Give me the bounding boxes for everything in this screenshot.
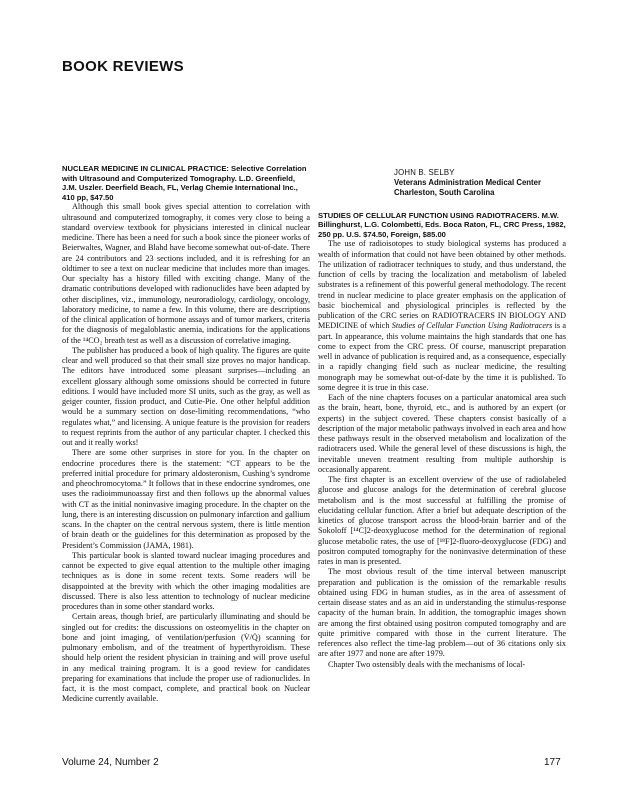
review-paragraph: Certain areas, though brief, are particularly illuminating and should be singled out for credits: the discussions on osteomyelitis in the chapter on bone and joint imaging, of ventilation/perfusion (V̇/Q̇) scanning for pulmonary embolism, and of the treatment of hyperthyroidism. These should help orient the resident physician in training and will prove useful in any medical training program. It is a good review for candidates preparing for examinations that include the proper use of radionuclides. In fact, it is the most compact, complete, and practical book on Nuclear Medicine currently available. [62, 612, 310, 704]
review-heading: STUDIES OF CELLULAR FUNCTION USING RADIOTRACERS. M.W. Billinghurst, L.G. Colombetti, Eds. Boca Raton, FL, CRC Press, 1982, 250 pp. U.S. $74.50, Foreign, $85.00 [318, 210, 566, 239]
reviewer-location: Charleston, South Carolina [394, 188, 495, 198]
book-title-italic: Studies of Cellular Function Using Radiotracers [391, 321, 553, 331]
reviewer-name: JOHN B. SELBY [394, 168, 455, 177]
review-paragraph: Each of the nine chapters focuses on a particular anatomical area such as the brain, heart, bone, thyroid, etc., and is authored by an expert (or experts) in the subject covered. These chapters consist basically of a description of the major metabolic pathways involved in each area and how these pathways result in the observed metabolism and localization of the radiotracers used. While the general level of these discussions is high, the inevitable uneven treatment resulting from multiple authorship is occasionally apparent. [318, 393, 566, 474]
footer-volume: Volume 24, Number 2 [62, 757, 159, 768]
right-column [318, 164, 566, 670]
text-run: The use of radioisotopes to study biological systems has produced a wealth of information that could not have been obtained by other methods. The utilization of radiotracer techniques to study, and thus understand, the function of cells by tracing the localization and metabolism of labeled substrates is a refinement of this powerful general methodology. The recent trend in nuclear medicine to place greater emphasis on the application of basic biochemical and physiological principles is reflected by the publication of the CRC series on RADIOTRACERS IN BIOLOGY AND MEDICINE of which [318, 239, 566, 331]
left-column [62, 164, 310, 705]
review-paragraph: The first chapter is an excellent overview of the use of radiolabeled glucose and glucose analogs for the determination of cerebral glucose metabolism and is the most successful at fulfilling the promise of elucidating cellular function. After a brief but adequate description of the kinetics of glucose transport across the blood-brain barrier and of the Sokoloff [¹⁴C]2-deoxyglucose method for the determination of regional glucose metabolic rates, the use of [¹⁸F]2-fluoro-deoxyglucose (FDG) and positron computed tomography for the noninvasive determination of these rates in man is presented. [318, 475, 566, 567]
review-paragraph: Although this small book gives special attention to correlation with ultrasound and computerized tomography, it comes very close to being a standard overview textbook for physicians interested in clinical nuclear medicine. There has been a need for such a book since the pioneer works of Beierwaltes, Wagner, and Blahd have become somewhat out-of-date. There are 24 contributors and 23 sections included, and it is refreshing for an oldtimer to see a text on nuclear medicine that includes more than images. Our specialty has a history filled with exciting change. Many of the dramatic contributions developed with radionuclides have been adapted by other disciplines, viz., immunology, neuroradiology, cardiology, oncology, laboratory medicine, to name a few. In this volume, there are descriptions of the clinical application of hormone assays and of tumor markers, criteria for the diagnosis of megaloblastic anemia, indications for the applications of the ¹⁴CO₂ breath test as well as a discussion of correlative imaging. [62, 202, 310, 345]
review-paragraph: There are some other surprises in store for you. In the chapter on endocrine procedures there is the statement: “CT appears to be the preferred initial procedure for primary aldosteronism, Cushing’s syndrome and pheochromocytoma.” It follows that in these endocrine syndromes, one uses the radioimmunoassay first and then follows up the abnormal values with CT as the initial noninvasive imaging procedure. In the chapter on the lung, there is an interesting discussion on pulmonary infarction and gallium scans. In the chapter on the central nervous system, there is little mention of brain death or the guidelines for this determination as proposed by the President’s Commission (JAMA, 1981). [62, 448, 310, 550]
review-paragraph: Chapter Two ostensibly deals with the mechanisms of local- [328, 659, 526, 669]
section-title: BOOK REVIEWS [62, 58, 184, 75]
review-paragraph [318, 239, 566, 393]
text-run: is a part. In appearance, this volume maintains the high standards that one has come to expect from the CRC press. Of course, manuscript preparation well in advance of publication is required and, as a consequence, especially in a rapidly changing field such as nuclear medicine, the resulting monograph may be somewhat out-of-date by the time it is published. To some degree it is true in this case. [318, 321, 566, 392]
review-paragraph: The most obvious result of the time interval between manuscript preparation and publication is the omission of the remarkable results obtained using FDG in human studies, as in the area of assessment of certain disease states and as an aid in understanding the stimulus-response capacity of the human brain. In addition, the tomographic images shown are among the first obtained using positron computed tomography and are quite primitive compared with those in the current literature. The references also reflect the time-lag problem—out of 36 citations only six are after 1977 and none are after 1979. [318, 567, 566, 659]
review-paragraph: The publisher has produced a book of high quality. The figures are quite clear and well produced so that their small size proves no major handicap. The editors have introduced some pleasant surprises—including an excellent glossary although some omissions should be corrected in future editions. I would have included more SI units, such as the gray, as well as geiger counter, fission product, and Cutie-Pie. One other helpful addition would be a summary section on dose-limiting recommendations, “who regulates what,” and licensing. A unique feature is the provision for readers to request reprints from the author of any particular chapter. I checked this out and it really works! [62, 345, 310, 448]
review-heading: NUCLEAR MEDICINE IN CLINICAL PRACTICE: Selective Correlation with Ultrasound and Computerized Tomography. L.D. Greenfield, J.M. Uszler. Deerfield Beach, FL, Verlag Chemie International Inc., 410 pp, $47.50 [62, 164, 307, 202]
reviewer-signature [394, 168, 566, 199]
review-paragraph: This particular book is slanted toward nuclear imaging procedures and cannot be expected to give equal attention to the multiple other imaging techniques as is done in some recent texts. Some readers will be disappointed at the brevity with which the other imaging modalities are discussed. There is also less attention to technology of nuclear medicine procedures than in some other standard works. [62, 550, 310, 612]
footer-page-number: 177 [544, 757, 561, 768]
reviewer-institution: Veterans Administration Medical Center [394, 178, 542, 188]
